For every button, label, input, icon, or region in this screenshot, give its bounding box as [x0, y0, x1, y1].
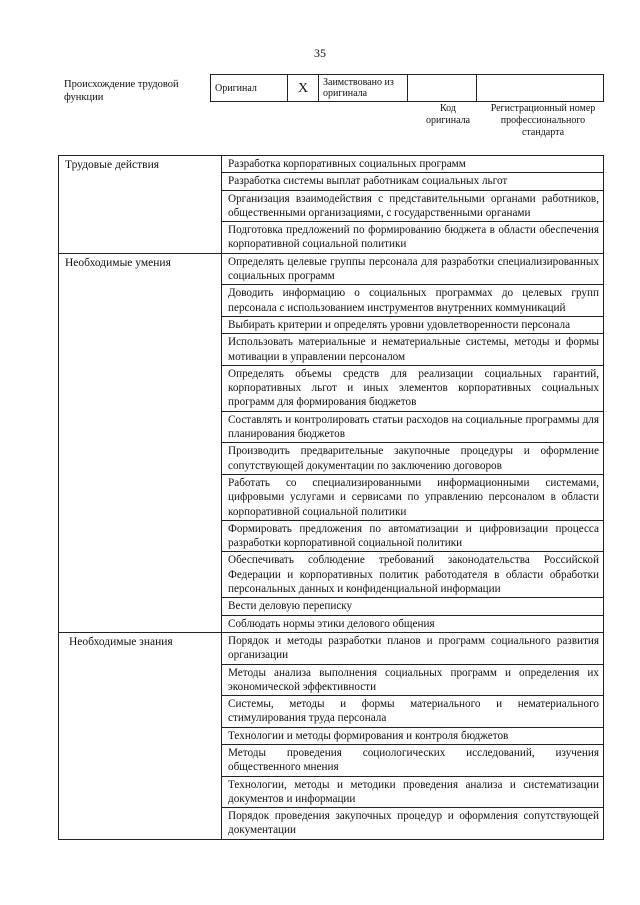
list-item: Выбирать критерии и определять уровни удовлетворенности персонала: [222, 317, 603, 334]
list-item: Разработка корпоративных социальных программ: [222, 156, 603, 173]
list-item: Организация взаимодействия с представительными органами работников, общественными организациями, с государственными органами: [222, 191, 603, 223]
origin-table: [210, 74, 604, 102]
reg-number-cell: [477, 75, 604, 102]
list-item: Вести деловую переписку: [222, 598, 603, 615]
list-item: Использовать материальные и нематериальные системы, методы и формы мотивации в управлении персоналом: [222, 334, 603, 366]
original-cell: Оригинал: [211, 75, 288, 102]
list-item: Определять целевые группы персонала для разработки специализированных социальных программ: [222, 254, 603, 286]
list-item: Соблюдать нормы этики делового общения: [228, 617, 435, 630]
list-item: Порядок и методы разработки планов и программ социального развития организации: [222, 633, 603, 665]
section-row: [59, 253, 604, 632]
list-item: Обеспечивать соблюдение требований законодательства Российской Федерации и корпоративных политик работодателя в области обработки персональных данных и конфиденциальной информации: [222, 552, 603, 598]
list-item: Доводить информацию о социальных программах до целевых групп персонала с использованием инструментов внутренних коммуникаций: [222, 285, 603, 317]
section-items: [222, 253, 604, 632]
list-item: Определять объемы средств для реализации социальных гарантий, корпоративных льгот и иных элементов корпоративных социальных программ для формирования бюджетов: [222, 366, 603, 412]
list-item: Методы проведения социологических исследований, изучения общественного мнения: [222, 745, 603, 777]
code-cell: [408, 75, 477, 102]
labor-function-table: [58, 155, 604, 840]
list-item: Формировать предложения по автоматизации и цифровизации процесса разработки корпоративной социальной политики: [222, 521, 603, 553]
code-caption: Код оригинала: [425, 103, 471, 126]
list-item: Системы, методы и формы материального и нематериального стимулирования труда персонала: [222, 696, 603, 728]
section-title: Трудовые действия: [59, 156, 222, 254]
list-item: Подготовка предложений по формированию бюджета в области обеспечения корпоративной социальной политики: [228, 224, 599, 251]
list-item: Технологии и методы формирования и контроля бюджетов: [222, 728, 603, 745]
list-item: Методы анализа выполнения социальных программ и определения их экономической эффективности: [222, 665, 603, 697]
section-row: [59, 156, 604, 254]
section-items: [222, 156, 604, 254]
original-mark: X: [288, 75, 319, 102]
list-item: Порядок проведения закупочных процедур и оформления сопутствующей документации: [228, 810, 599, 837]
list-item: Составлять и контролировать статьи расходов на социальные программы для планирования бюджетов: [222, 412, 603, 444]
borrowed-cell: Заимствовано из оригинала: [319, 75, 408, 102]
list-item: Работать со специализированными информационными системами, цифровыми услугами и сервисами по управлению персоналом в области корпоративной социальной политики: [222, 475, 603, 521]
reg-number-caption: Регистрационный номер профессионального стандарта: [490, 103, 596, 138]
origin-label: Происхождение трудовой функции: [64, 79, 179, 103]
section-items: [222, 632, 604, 839]
list-item: Разработка системы выплат работникам социальных льгот: [222, 173, 603, 190]
list-item: Технологии, методы и методики проведения анализа и систематизации документов и информации: [222, 777, 603, 809]
section-row: [59, 632, 604, 839]
page-number: 35: [314, 46, 326, 60]
section-title: Необходимые умения: [59, 253, 222, 632]
list-item: Производить предварительные закупочные процедуры и оформление сопутствующей документации по заключению договоров: [222, 443, 603, 475]
section-title: Необходимые знания: [59, 632, 222, 839]
